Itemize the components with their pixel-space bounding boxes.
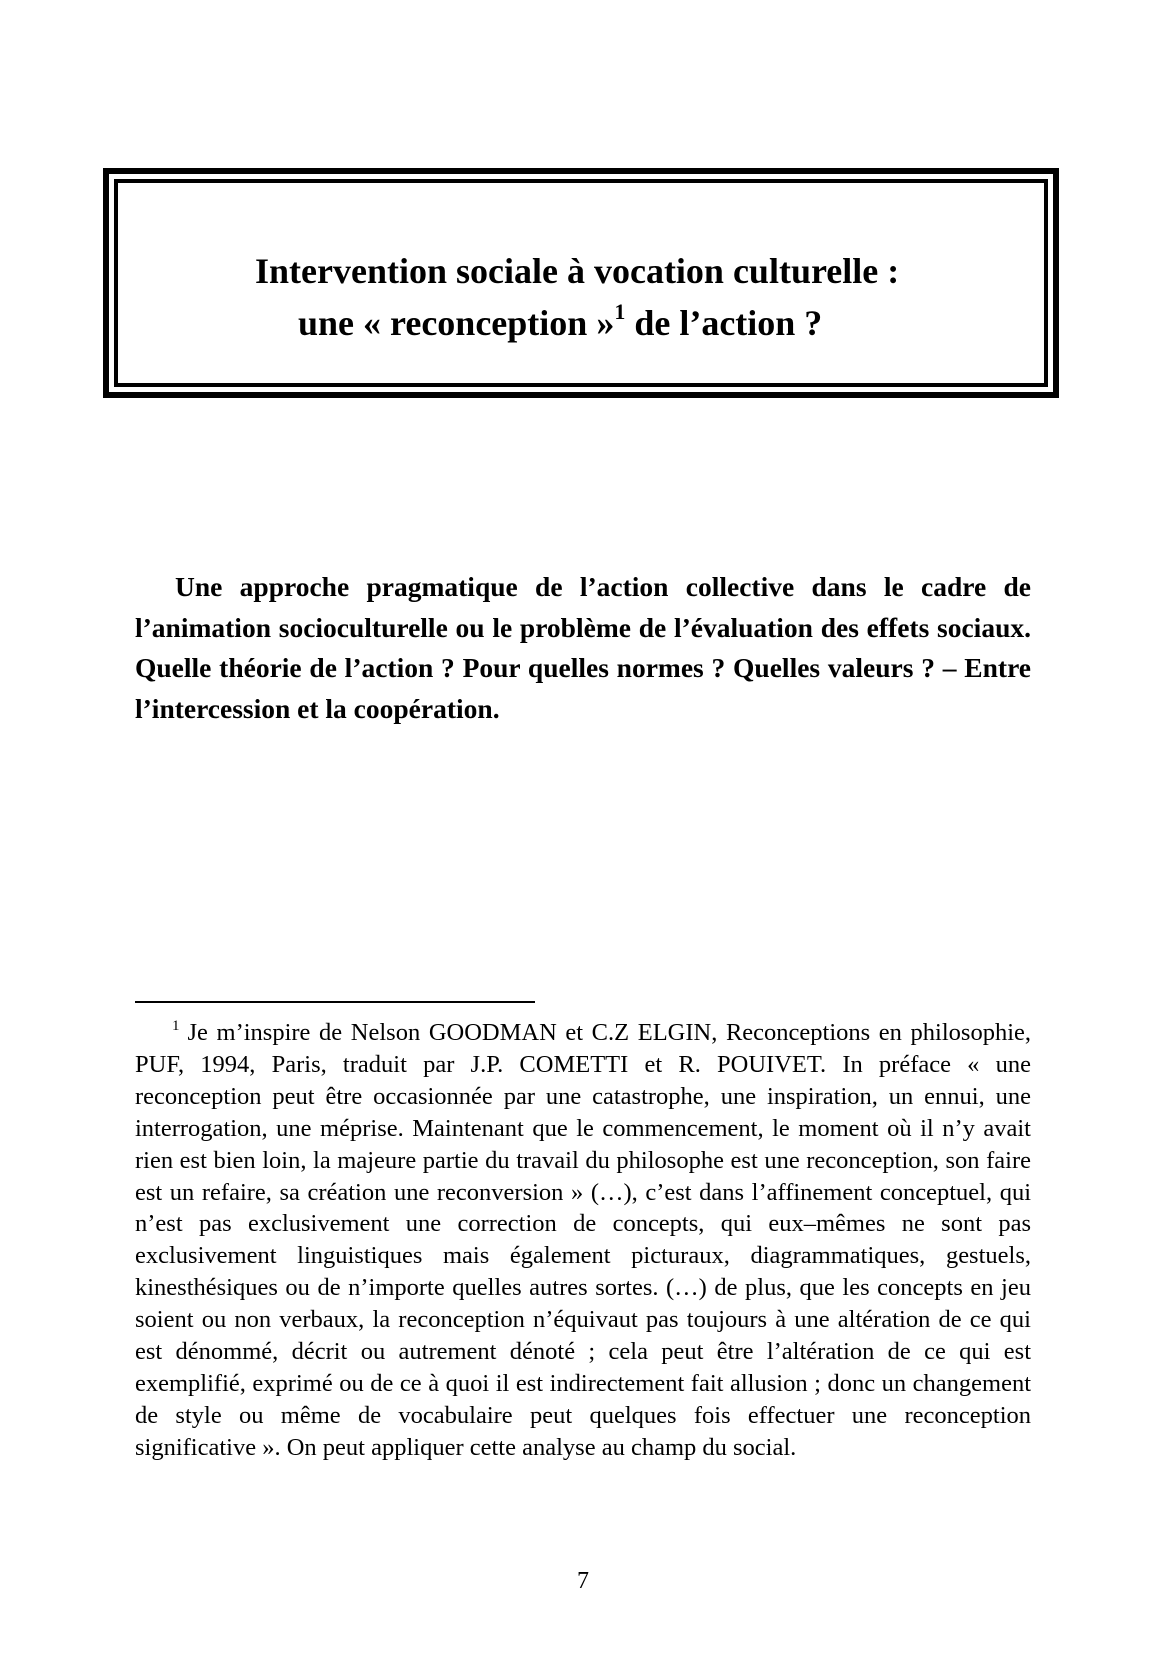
- footnote-text: Je m’inspire de Nelson GOODMAN et C.Z ELGIN, Reconceptions en philosophie, PUF, 1994, Paris, traduit par J.P. COMETTI et R. POUIVET. In préface « une reconception peut être occasionnée par une catastrophe, une inspiration, un ennui, une interrogation, une méprise. Maintenant que le commencement, le moment où il n’y avait rien est bien loin, la majeure partie du travail du philosophe est une reconception, son faire est un refaire, sa création une reconversion » (…), c’est dans l’affinement conceptuel, qui n’est pas exclusivement une correction de concepts, qui eux–mêmes ne sont pas exclusivement linguistiques mais également picturaux, diagrammatiques, gestuels, kinesthésiques ou de n’importe quelles autres sortes. (…) de plus, que les concepts en jeu soient ou non verbaux, la reconception n’équivaut pas toujours à une altération de ce qui est dénommé, décrit ou autrement dénoté ; cela peut être l’altération de ce qui est exemplifié, exprimé ou de ce à quoi il est indirectement fait allusion ; donc un changement de style ou même de vocabulaire peut quelques fois effectuer une reconception significative ». On peut appliquer cette analyse au champ du social.: [135, 1019, 1031, 1461]
- chapter-abstract: Une approche pragmatique de l’action collective dans le cadre de l’animation socioculturelle ou le problème de l’évaluation des effets sociaux. Quelle théorie de l’action ? Pour quelles normes ? Quelles valeurs ? – Entre l’intercession et la coopération.: [135, 571, 1031, 724]
- title-line-2-start: une « reconception »: [298, 303, 615, 343]
- footnote-mark: 1: [172, 1018, 180, 1034]
- footnote: [135, 1017, 1031, 1464]
- title-line-2: [298, 301, 822, 345]
- title-frame: [103, 168, 1059, 398]
- title-line-1: Intervention sociale à vocation culturelle :: [255, 251, 900, 291]
- title-line-2-end: de l’action ?: [625, 303, 823, 343]
- page-number: 7: [577, 1568, 589, 1594]
- footnote-separator: [135, 1001, 535, 1003]
- title-footnote-reference[interactable]: 1: [614, 299, 626, 324]
- title-frame-inner: [114, 179, 1048, 387]
